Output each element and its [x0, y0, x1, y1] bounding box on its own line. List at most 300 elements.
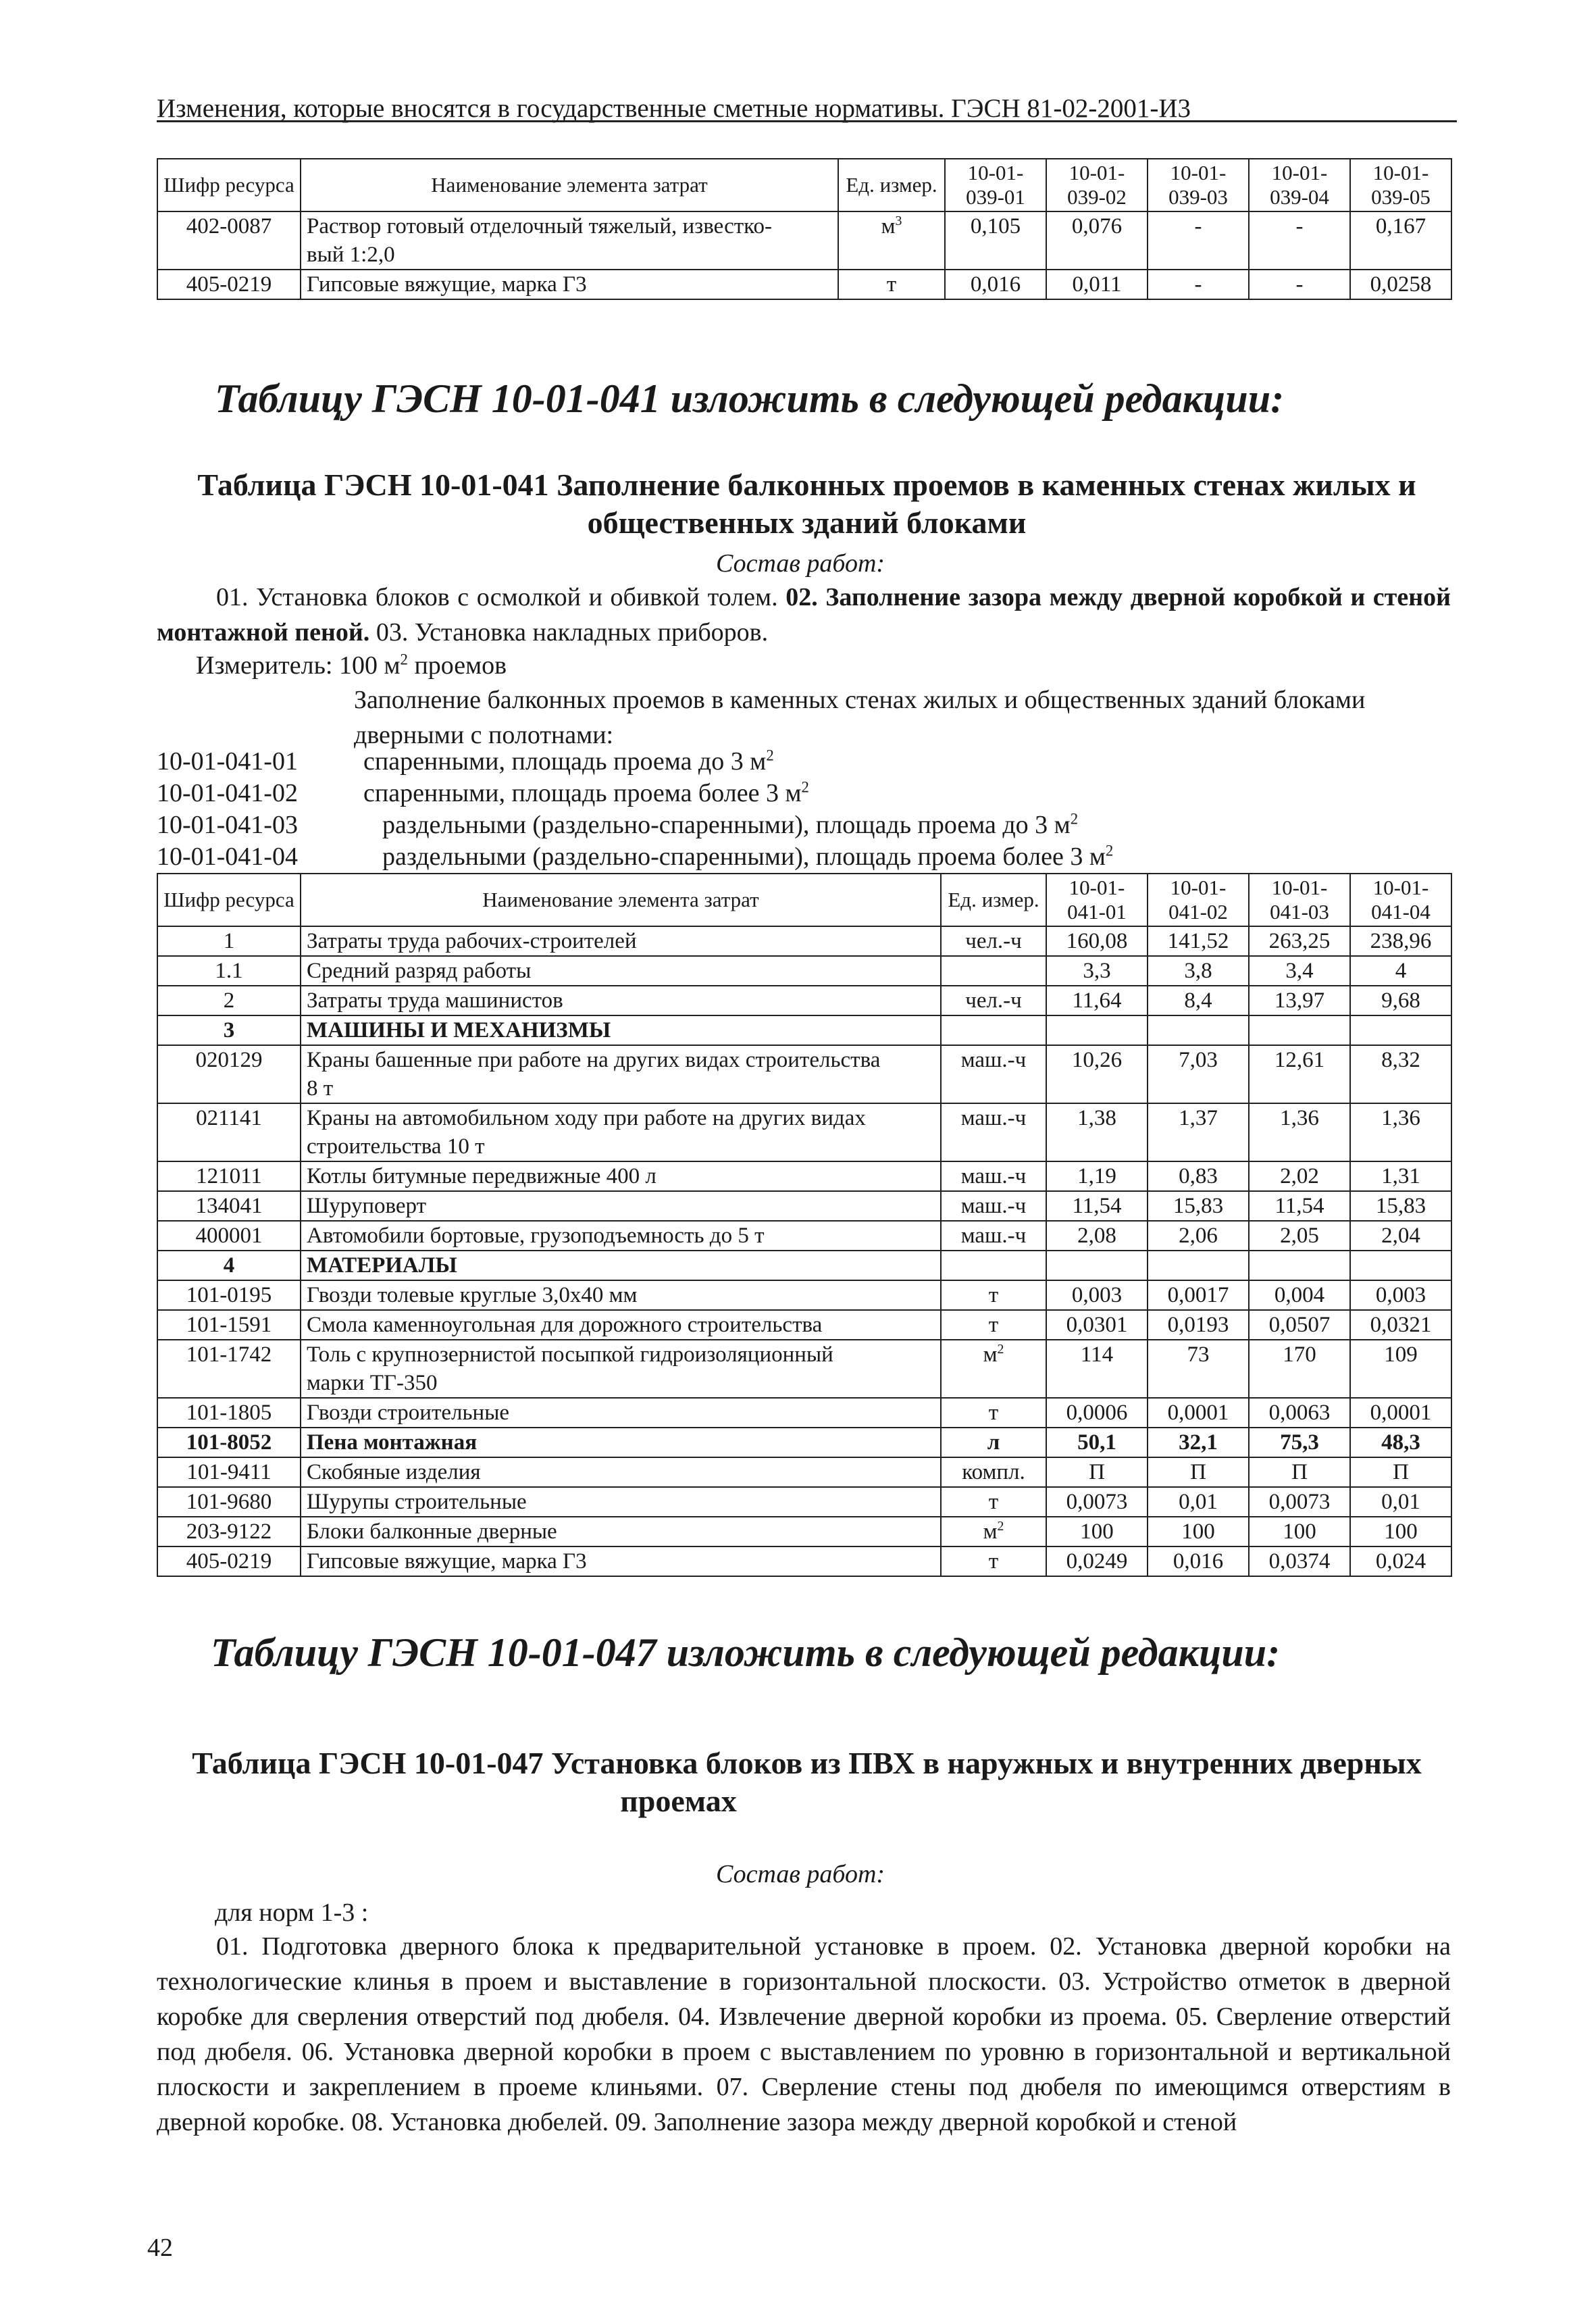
value-cell: 3,8 — [1148, 956, 1249, 986]
measure-value: 100 м — [339, 651, 401, 680]
norm-code: 10-01-041-01 — [157, 747, 298, 776]
table-row — [157, 1546, 1451, 1576]
column-header — [301, 159, 838, 211]
value-cell: 0,0063 — [1249, 1398, 1350, 1428]
value-cell — [1350, 1251, 1451, 1280]
unit-sup: 2 — [997, 1519, 1004, 1534]
value-cell: 0,0001 — [1350, 1398, 1451, 1428]
table-row — [157, 1428, 1451, 1457]
value-cell: 32,1 — [1148, 1428, 1249, 1457]
column-header-line: 039-04 — [1270, 185, 1329, 209]
value-cell: 7,03 — [1148, 1045, 1249, 1103]
norm-desc — [363, 747, 774, 776]
resource-name — [301, 956, 941, 986]
resource-code: 101-1742 — [157, 1340, 301, 1398]
resource-name-line: МАТЕРИАЛЫ — [307, 1253, 457, 1278]
table-row — [157, 1251, 1451, 1280]
value-cell: 0,003 — [1350, 1280, 1451, 1310]
value-cell: 11,54 — [1046, 1191, 1148, 1221]
resource-code: 3 — [157, 1015, 301, 1045]
resource-table-039 — [157, 158, 1452, 300]
unit-text: м — [983, 1342, 998, 1367]
column-header — [301, 874, 941, 926]
resource-name-line: Автомобили бортовые, грузоподъемность до 5 т — [307, 1224, 765, 1248]
unit-text: маш.-ч — [960, 1048, 1027, 1072]
norm-code: 10-01-041-03 — [157, 811, 298, 839]
value-cell: 2,08 — [1046, 1221, 1148, 1251]
resource-name-line: строительства 10 т — [307, 1134, 485, 1159]
resource-name-line: Краны на автомобильном ходу при работе на других видах — [307, 1106, 866, 1130]
column-header-line: 10-01- — [1069, 161, 1125, 184]
value-cell: 238,96 — [1350, 926, 1451, 956]
resource-name-line: МАШИНЫ И МЕХАНИЗМЫ — [307, 1018, 611, 1042]
unit-text: т — [988, 1313, 999, 1337]
column-header-line: Ед. измер. — [846, 173, 937, 197]
unit-text: т — [988, 1549, 999, 1574]
unit-text: т — [988, 1490, 999, 1514]
table-title-041-line1: Таблица ГЭСН 10-01-041 Заполнение балконных проемов в каменных стенах жилых и — [197, 468, 1416, 502]
resource-name-line: 8 т — [307, 1076, 334, 1101]
unit — [941, 1015, 1046, 1045]
value-cell: 114 — [1046, 1340, 1148, 1398]
resource-code: 4 — [157, 1251, 301, 1280]
value-cell: 1,36 — [1249, 1103, 1350, 1161]
value-cell: 0,076 — [1046, 211, 1148, 270]
column-header-line: 041-03 — [1270, 900, 1329, 924]
column-header-line: 039-02 — [1067, 185, 1127, 209]
table-title-041-line2: общественных зданий блоками — [587, 505, 1027, 540]
resource-name — [301, 1161, 941, 1191]
unit — [941, 1546, 1046, 1576]
resource-code: 020129 — [157, 1045, 301, 1103]
table-row — [157, 1161, 1451, 1191]
value-cell: - — [1148, 211, 1249, 270]
column-header-line: 10-01- — [1069, 876, 1125, 899]
work-step-01: 01. Установка блоков с осмолкой и обивкой толем. — [216, 583, 778, 611]
resource-code: 405-0219 — [157, 270, 301, 299]
resource-table-041 — [157, 873, 1452, 1577]
column-header-line: 10-01- — [1372, 161, 1429, 184]
column-header — [1249, 874, 1350, 926]
value-cell: 2,06 — [1148, 1221, 1249, 1251]
resource-code: 101-0195 — [157, 1280, 301, 1310]
table-row — [157, 1517, 1451, 1546]
column-header-line: 10-01- — [1170, 161, 1227, 184]
resource-code: 101-1805 — [157, 1398, 301, 1428]
value-cell: П — [1046, 1457, 1148, 1487]
value-cell: 9,68 — [1350, 986, 1451, 1015]
resource-name — [301, 1103, 941, 1161]
column-header-line: 039-03 — [1168, 185, 1228, 209]
value-cell — [1350, 1015, 1451, 1045]
norm-desc-text: спаренными, площадь проема до 3 м — [363, 747, 767, 776]
table-row — [157, 1045, 1451, 1103]
resource-name — [301, 1310, 941, 1340]
work-composition-047: 01. Подготовка дверного блока к предварительной установке в проем. 02. Установка дверной коробки на технологические клинья в проем и выставление в горизонтальной плоскости. 03. Устройство отметок в дверной коробке для сверления отверстий под дюбеля. 04. Извлечение дверной коробки из проема. 05. Сверление отверстий под дюбеля. 06. Установка дверной коробки в проем с выставлением по уровню в горизонтальной и вертикальной плоскости и закреплением в проеме клиньями. 07. Сверление стены под дюбеля по имеющимся отверстиям в дверной коробке. 08. Установка дюбелей. 09. Заполнение зазора между дверной коробкой и стеной — [157, 1932, 1451, 2136]
table-row — [157, 1015, 1451, 1045]
resource-name — [301, 1280, 941, 1310]
norm-code: 10-01-041-04 — [157, 842, 298, 871]
resource-name-line: Гипсовые вяжущие, марка Г3 — [307, 1549, 587, 1574]
resource-name — [301, 211, 838, 270]
value-cell: 100 — [1249, 1517, 1350, 1546]
unit — [941, 986, 1046, 1015]
resource-code: 2 — [157, 986, 301, 1015]
norm-desc-text: раздельными (раздельно-спаренными), площадь проема до 3 м — [382, 811, 1071, 839]
unit-text: маш.-ч — [960, 1164, 1027, 1188]
unit-text: м — [983, 1519, 998, 1544]
table-row — [157, 270, 1451, 299]
unit-sup: 3 — [895, 213, 902, 228]
value-cell: 1,38 — [1046, 1103, 1148, 1161]
value-cell — [1148, 1251, 1249, 1280]
unit — [941, 1517, 1046, 1546]
measure-label: Измеритель: — [196, 651, 333, 680]
measure-sup: 2 — [400, 651, 408, 668]
column-header — [157, 159, 301, 211]
norm-desc-sup: 2 — [801, 778, 809, 796]
table-row — [157, 1457, 1451, 1487]
resource-code: 101-1591 — [157, 1310, 301, 1340]
value-cell: 1,19 — [1046, 1161, 1148, 1191]
resource-name-line: вый 1:2,0 — [307, 243, 395, 267]
resource-name-line: Гвозди строительные — [307, 1401, 510, 1425]
value-cell: 0,0017 — [1148, 1280, 1249, 1310]
header-divider — [157, 120, 1457, 122]
resource-name-line: Толь с крупнозернистой посыпкой гидроизоляционный — [307, 1342, 833, 1367]
value-cell: 15,83 — [1148, 1191, 1249, 1221]
column-header-line: 041-01 — [1067, 900, 1127, 924]
unit-text: т — [988, 1283, 999, 1307]
unit — [941, 956, 1046, 986]
unit-text: маш.-ч — [960, 1194, 1027, 1218]
resource-code: 134041 — [157, 1191, 301, 1221]
resource-code: 101-9411 — [157, 1457, 301, 1487]
sostav-label-047: Состав работ: — [716, 1860, 885, 1888]
value-cell: 0,0249 — [1046, 1546, 1148, 1576]
value-cell: 11,54 — [1249, 1191, 1350, 1221]
resource-code: 101-8052 — [157, 1428, 301, 1457]
column-header-line: 10-01- — [1372, 876, 1429, 899]
resource-code: 021141 — [157, 1103, 301, 1161]
unit — [941, 1310, 1046, 1340]
value-cell: 0,016 — [945, 270, 1046, 299]
norm-desc-sup: 2 — [1105, 842, 1114, 859]
resource-name-line: Блоки балконные дверные — [307, 1519, 557, 1544]
resource-name-line: марки ТГ-350 — [307, 1371, 438, 1395]
resource-name — [301, 1428, 941, 1457]
norm-code-row — [157, 747, 1451, 778]
value-cell: 0,0301 — [1046, 1310, 1148, 1340]
norm-desc — [382, 842, 1113, 872]
unit-text: чел.-ч — [965, 929, 1022, 953]
resource-name — [301, 270, 838, 299]
value-cell: 0,003 — [1046, 1280, 1148, 1310]
value-cell: 12,61 — [1249, 1045, 1350, 1103]
unit — [941, 1045, 1046, 1103]
resource-name-line: Шурупы строительные — [307, 1490, 527, 1514]
value-cell: 100 — [1350, 1517, 1451, 1546]
value-cell: - — [1249, 211, 1350, 270]
value-cell: 0,0001 — [1148, 1398, 1249, 1428]
resource-name — [301, 1221, 941, 1251]
value-cell: 100 — [1148, 1517, 1249, 1546]
unit-text: чел.-ч — [965, 988, 1022, 1013]
column-header — [1046, 159, 1148, 211]
table-row — [157, 1487, 1451, 1517]
section-heading-041: Таблицу ГЭСН 10-01-041 изложить в следующей редакции: — [215, 376, 1285, 421]
value-cell — [1148, 1015, 1249, 1045]
unit — [838, 270, 945, 299]
resource-name-line: Шуруповерт — [307, 1194, 427, 1218]
unit — [941, 1398, 1046, 1428]
value-cell: 109 — [1350, 1340, 1451, 1398]
unit — [941, 1221, 1046, 1251]
table-row — [157, 1103, 1451, 1161]
value-cell: 160,08 — [1046, 926, 1148, 956]
norm-code-row — [157, 842, 1451, 874]
column-header-line: Наименование элемента затрат — [431, 173, 708, 197]
work-composition-041 — [157, 580, 1451, 650]
resource-name — [301, 1045, 941, 1103]
resource-code: 121011 — [157, 1161, 301, 1191]
column-header — [1148, 874, 1249, 926]
norm-code-row — [157, 778, 1451, 810]
resource-name — [301, 1340, 941, 1398]
table-title-041 — [157, 466, 1457, 542]
resource-name — [301, 1517, 941, 1546]
for-norms-label: для норм 1-3 : — [215, 1898, 369, 1927]
work-step-02: 02. Заполнение зазора между дверной коробкой и стеной монтажной пеной. — [157, 583, 1451, 647]
unit-sup: 2 — [997, 1342, 1004, 1357]
work-step-03: 03. Установка накладных приборов. — [376, 618, 769, 647]
unit — [941, 1428, 1046, 1457]
running-header: Изменения, которые вносятся в государственные сметные нормативы. ГЭСН 81-02-2001-И3 — [157, 94, 1191, 123]
column-header — [838, 159, 945, 211]
column-header-line: 10-01- — [1271, 161, 1328, 184]
sostav-label-041: Состав работ: — [716, 549, 885, 578]
value-cell: 0,83 — [1148, 1161, 1249, 1191]
value-cell: 263,25 — [1249, 926, 1350, 956]
column-header — [1350, 874, 1451, 926]
resource-name — [301, 986, 941, 1015]
value-cell: 2,02 — [1249, 1161, 1350, 1191]
value-cell — [1249, 1251, 1350, 1280]
value-cell: 0,0374 — [1249, 1546, 1350, 1576]
resource-code: 1 — [157, 926, 301, 956]
unit-text: маш.-ч — [960, 1224, 1027, 1248]
value-cell: 8,4 — [1148, 986, 1249, 1015]
norm-desc-text: раздельными (раздельно-спаренными), площадь проема более 3 м — [382, 842, 1106, 871]
value-cell: 0,0006 — [1046, 1398, 1148, 1428]
resource-code: 405-0219 — [157, 1546, 301, 1576]
column-header-line: 039-01 — [966, 185, 1025, 209]
resource-name-line: Средний разряд работы — [307, 959, 532, 983]
value-cell: 0,0073 — [1046, 1487, 1148, 1517]
resource-name-line: Смола каменноугольная для дорожного строительства — [307, 1313, 823, 1337]
resource-code: 1.1 — [157, 956, 301, 986]
unit — [941, 1103, 1046, 1161]
value-cell: 141,52 — [1148, 926, 1249, 956]
resource-name-line: Гипсовые вяжущие, марка Г3 — [307, 272, 587, 297]
value-cell: 0,024 — [1350, 1546, 1451, 1576]
resource-name-line: Гвозди толевые круглые 3,0х40 мм — [307, 1283, 638, 1307]
measure-unit-041 — [196, 651, 507, 680]
value-cell: 0,004 — [1249, 1280, 1350, 1310]
resource-name-line: Скобяные изделия — [307, 1460, 481, 1484]
column-header-line: 10-01- — [1170, 876, 1227, 899]
column-header-line: 041-02 — [1168, 900, 1228, 924]
column-header-line: Наименование элемента затрат — [482, 888, 759, 911]
resource-name — [301, 1191, 941, 1221]
value-cell — [1046, 1015, 1148, 1045]
norm-desc — [382, 810, 1078, 840]
value-cell: 170 — [1249, 1340, 1350, 1398]
unit — [941, 1161, 1046, 1191]
norm-desc — [363, 778, 809, 808]
unit — [941, 926, 1046, 956]
norm-desc-sup: 2 — [766, 747, 774, 764]
value-cell: 0,167 — [1350, 211, 1451, 270]
value-cell: 0,0507 — [1249, 1310, 1350, 1340]
column-header-line: Шифр ресурса — [163, 888, 294, 911]
column-header-line: Ед. измер. — [948, 888, 1039, 911]
resource-code: 203-9122 — [157, 1517, 301, 1546]
value-cell: 8,32 — [1350, 1045, 1451, 1103]
column-header-line: 039-05 — [1371, 185, 1431, 209]
unit — [941, 1251, 1046, 1280]
resource-code: 402-0087 — [157, 211, 301, 270]
value-cell: 0,0073 — [1249, 1487, 1350, 1517]
column-header — [945, 159, 1046, 211]
section-heading-047: Таблицу ГЭСН 10-01-047 изложить в следующей редакции: — [211, 1630, 1281, 1675]
value-cell: 3,4 — [1249, 956, 1350, 986]
column-header — [157, 874, 301, 926]
value-cell: 0,01 — [1350, 1487, 1451, 1517]
resource-name-line: Затраты труда машинистов — [307, 988, 563, 1013]
value-cell: 2,05 — [1249, 1221, 1350, 1251]
unit — [941, 1457, 1046, 1487]
resource-code: 101-9680 — [157, 1487, 301, 1517]
unit-text: маш.-ч — [960, 1106, 1027, 1130]
value-cell: 1,37 — [1148, 1103, 1249, 1161]
unit-text: т — [988, 1401, 999, 1425]
resource-name-line: Раствор готовый отделочный тяжелый, известко- — [307, 214, 772, 238]
value-cell: 1,36 — [1350, 1103, 1451, 1161]
resource-name — [301, 1398, 941, 1428]
resource-name — [301, 1457, 941, 1487]
column-header — [941, 874, 1046, 926]
value-cell: 0,01 — [1148, 1487, 1249, 1517]
table-row — [157, 211, 1451, 270]
norm-desc-sup: 2 — [1070, 810, 1079, 828]
table-row — [157, 926, 1451, 956]
value-cell: П — [1148, 1457, 1249, 1487]
table-title-047 — [157, 1744, 1457, 1820]
value-cell: 100 — [1046, 1517, 1148, 1546]
table-title-047-line1: Таблица ГЭСН 10-01-047 Установка блоков из ПВХ в наружных и внутренних дверных — [192, 1746, 1422, 1780]
column-header-line: Шифр ресурса — [163, 173, 294, 197]
resource-name-line: Затраты труда рабочих-строителей — [307, 929, 637, 953]
unit — [838, 211, 945, 270]
value-cell: 10,26 — [1046, 1045, 1148, 1103]
value-cell: - — [1148, 270, 1249, 299]
unit — [941, 1487, 1046, 1517]
value-cell: 0,0321 — [1350, 1310, 1451, 1340]
unit — [941, 1340, 1046, 1398]
measure-tail: проемов — [414, 651, 507, 680]
column-header — [1350, 159, 1451, 211]
value-cell: 3,3 — [1046, 956, 1148, 986]
column-header — [1148, 159, 1249, 211]
value-cell — [1046, 1251, 1148, 1280]
value-cell: - — [1249, 270, 1350, 299]
value-cell: 48,3 — [1350, 1428, 1451, 1457]
table-row — [157, 1221, 1451, 1251]
column-header — [1249, 159, 1350, 211]
value-cell: 0,011 — [1046, 270, 1148, 299]
norm-code-row — [157, 810, 1451, 842]
value-cell — [1249, 1015, 1350, 1045]
table-row — [157, 1398, 1451, 1428]
unit-text: л — [987, 1430, 1000, 1455]
resource-name-line: Краны башенные при работе на других видах строительства — [307, 1048, 881, 1072]
value-cell: 4 — [1350, 956, 1451, 986]
resource-name-line: Котлы битумные передвижные 400 л — [307, 1164, 657, 1188]
value-cell: 0,0193 — [1148, 1310, 1249, 1340]
value-cell: 0,016 — [1148, 1546, 1249, 1576]
column-header-line: 10-01- — [967, 161, 1024, 184]
value-cell: 0,0258 — [1350, 270, 1451, 299]
table-row — [157, 1280, 1451, 1310]
value-cell: 75,3 — [1249, 1428, 1350, 1457]
table-row — [157, 1191, 1451, 1221]
unit — [941, 1191, 1046, 1221]
value-cell: 15,83 — [1350, 1191, 1451, 1221]
norm-code: 10-01-041-02 — [157, 779, 298, 807]
value-cell: 11,64 — [1046, 986, 1148, 1015]
unit-text: компл. — [962, 1460, 1025, 1484]
unit-text: м — [881, 214, 896, 238]
resource-name — [301, 1251, 941, 1280]
resource-name — [301, 1546, 941, 1576]
norm-desc-text: спаренными, площадь проема более 3 м — [363, 779, 802, 807]
value-cell: П — [1249, 1457, 1350, 1487]
table-row — [157, 1340, 1451, 1398]
value-cell: 50,1 — [1046, 1428, 1148, 1457]
page-number: 42 — [147, 2234, 173, 2262]
unit — [941, 1280, 1046, 1310]
value-cell: 13,97 — [1249, 986, 1350, 1015]
column-header-line: 10-01- — [1271, 876, 1328, 899]
table-row — [157, 1310, 1451, 1340]
norm-codes-041 — [157, 747, 1451, 874]
table-title-047-line2: проемах — [620, 1784, 737, 1818]
resource-name — [301, 926, 941, 956]
value-cell: 73 — [1148, 1340, 1249, 1398]
column-header — [1046, 874, 1148, 926]
norm-intro-041: Заполнение балконных проемов в каменных стенах жилых и общественных зданий блоками дверными с полотнами: — [354, 686, 1366, 749]
unit-text: т — [886, 272, 897, 297]
resource-name-line: Пена монтажная — [307, 1430, 478, 1455]
resource-name — [301, 1487, 941, 1517]
resource-code: 400001 — [157, 1221, 301, 1251]
value-cell: 2,04 — [1350, 1221, 1451, 1251]
table-row — [157, 956, 1451, 986]
column-header-line: 041-04 — [1371, 900, 1431, 924]
value-cell: 1,31 — [1350, 1161, 1451, 1191]
resource-name — [301, 1015, 941, 1045]
